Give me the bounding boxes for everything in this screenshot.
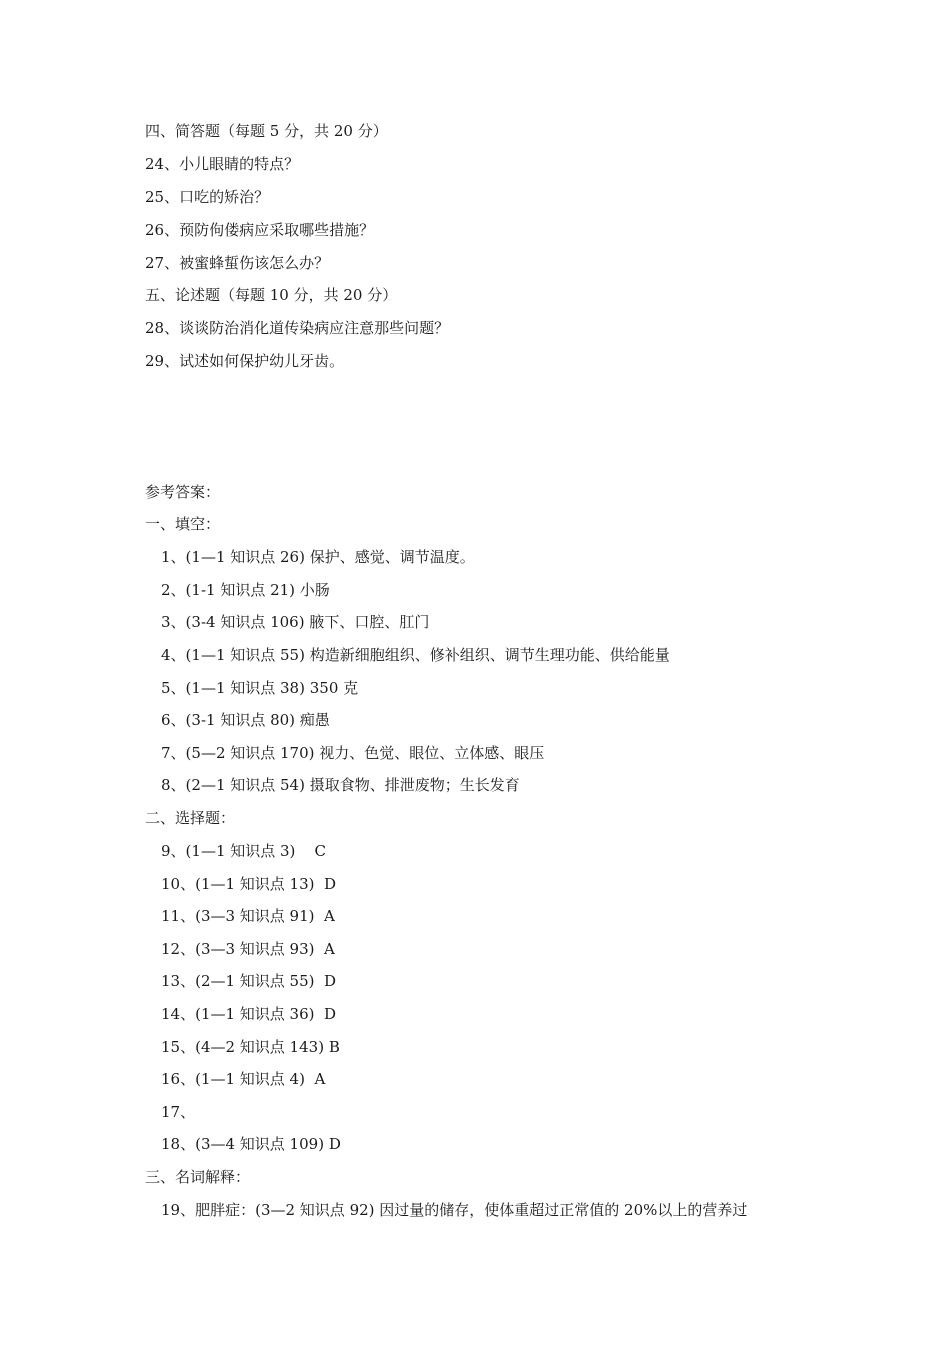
choice-heading: 二、选择题：: [145, 809, 236, 827]
question-24: 24、小儿眼睛的特点？: [145, 155, 300, 173]
answer-item: 19、肥胖症：(3—2 知识点 92) 因过量的储存，使体重超过正常值的 20%以上的营养过: [161, 1201, 748, 1219]
answer-item: 14、(1—1 知识点 36) D: [161, 1005, 337, 1023]
answers-title: 参考答案：: [145, 483, 221, 501]
answer-item: 15、(4—2 知识点 143) B: [161, 1038, 340, 1056]
question-25: 25、口吃的矫治？: [145, 188, 270, 206]
question-28: 28、谈谈防治消化道传染病应注意那些问题？: [145, 319, 450, 337]
question-29: 29、试述如何保护幼儿牙齿。: [145, 352, 345, 370]
answer-item: 1、(1—1 知识点 26) 保护、感觉、调节温度。: [161, 548, 475, 566]
fill-blank-heading: 一、填空：: [145, 515, 221, 533]
answer-item: 4、(1—1 知识点 55) 构造新细胞组织、修补组织、调节生理功能、供给能量: [161, 646, 670, 664]
question-26: 26、预防佝偻病应采取哪些措施？: [145, 221, 375, 239]
answer-item: 3、(3-4 知识点 106) 腋下、口腔、肛门: [161, 613, 430, 631]
answer-item: 7、(5—2 知识点 170) 视力、色觉、眼位、立体感、眼压: [161, 744, 545, 762]
question-27: 27、被蜜蜂蜇伤该怎么办？: [145, 254, 330, 272]
section-5-heading: 五、论述题（每题 10 分，共 20 分）: [145, 286, 398, 304]
answer-item: 2、(1-1 知识点 21) 小肠: [161, 581, 330, 599]
answer-item: 9、(1—1 知识点 3) C: [161, 842, 326, 860]
answer-item: 5、(1—1 知识点 38) 350 克: [161, 679, 359, 697]
answer-item: 8、(2—1 知识点 54) 摄取食物、排泄废物；生长发育: [161, 776, 520, 794]
answer-item: 17、: [161, 1103, 196, 1121]
answer-item: 11、(3—3 知识点 91) A: [161, 907, 335, 925]
answer-item: 6、(3-1 知识点 80) 痴愚: [161, 711, 330, 729]
answer-item: 12、(3—3 知识点 93) A: [161, 940, 335, 958]
answer-item: 10、(1—1 知识点 13) D: [161, 875, 337, 893]
terms-heading: 三、名词解释：: [145, 1168, 251, 1186]
answer-item: 18、(3—4 知识点 109) D: [161, 1135, 341, 1153]
answer-item: 16、(1—1 知识点 4) A: [161, 1070, 326, 1088]
answer-item: 13、(2—1 知识点 55) D: [161, 972, 337, 990]
section-4-heading: 四、简答题（每题 5 分，共 20 分）: [145, 122, 388, 140]
